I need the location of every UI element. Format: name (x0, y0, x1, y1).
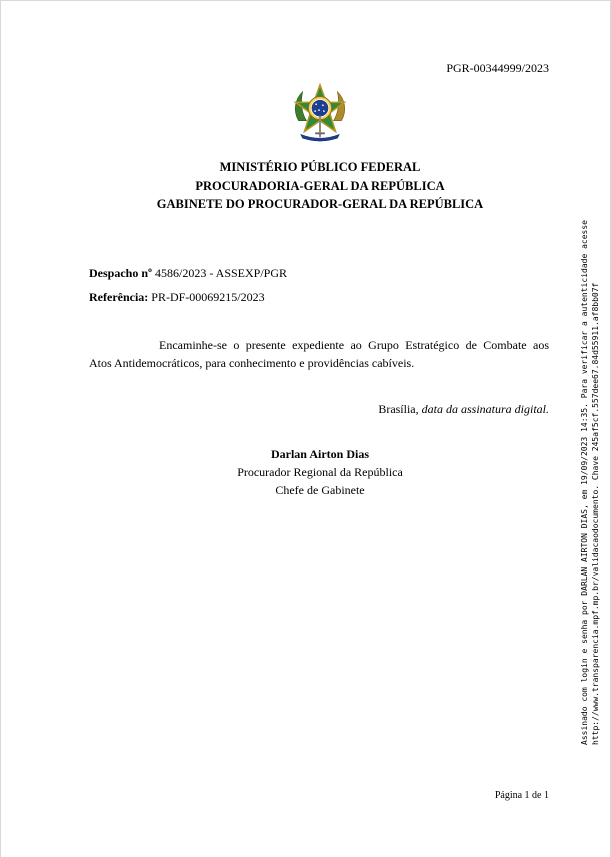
referencia-label: Referência: (89, 290, 149, 304)
referencia-value: PR-DF-00069215/2023 (148, 290, 265, 304)
signer-role: Procurador Regional da República (237, 465, 403, 479)
signer-title: Chefe de Gabinete (275, 483, 365, 497)
page-edge-left (0, 0, 1, 857)
side-note-line-2: http://www.transparencia.mpf.mp.br/validacaodocumento. Chave 245af5cf.557dee67.84d55911.af8bb07f (590, 282, 600, 745)
header-line-ministry: MINISTÉRIO PÚBLICO FEDERAL (219, 160, 421, 174)
institution-header (0, 158, 611, 214)
referencia-line (89, 290, 265, 305)
digital-signature-note (580, 220, 601, 745)
side-note-line-1: Assinado com login e senha por DARLAN AIRTON DIAS, em 19/09/2023 14:35. Para verificar a autenticidade acesse (580, 220, 589, 745)
header-line-gabinete: GABINETE DO PROCURADOR-GERAL DA REPÚBLICA (156, 197, 484, 211)
brasao-da-republica-icon (289, 82, 351, 144)
despacho-label: Despacho nº (89, 266, 152, 280)
body-line-1: Encaminhe-se o presente expediente ao Grupo Estratégico de Combate aos (159, 338, 549, 352)
header-line-procuradoria: PROCURADORIA-GERAL DA REPÚBLICA (195, 178, 445, 193)
despacho-value: 4586/2023 - ASSEXP/PGR (151, 266, 288, 280)
page-number: Página 1 de 1 (494, 790, 549, 801)
date-text: data da assinatura digital. (421, 402, 549, 416)
page-edge-top (0, 0, 611, 1)
signer-name: Darlan Airton Dias (270, 447, 369, 461)
document-number: PGR-00344999/2023 (446, 61, 549, 75)
signature-block (0, 445, 611, 499)
body-line-2: Atos Antidemocráticos, para conhecimento e providências cabíveis. (89, 356, 415, 370)
date-place: Brasília, (378, 402, 422, 416)
date-line (378, 402, 549, 417)
despacho-line (89, 266, 287, 281)
body-paragraph (89, 336, 549, 372)
